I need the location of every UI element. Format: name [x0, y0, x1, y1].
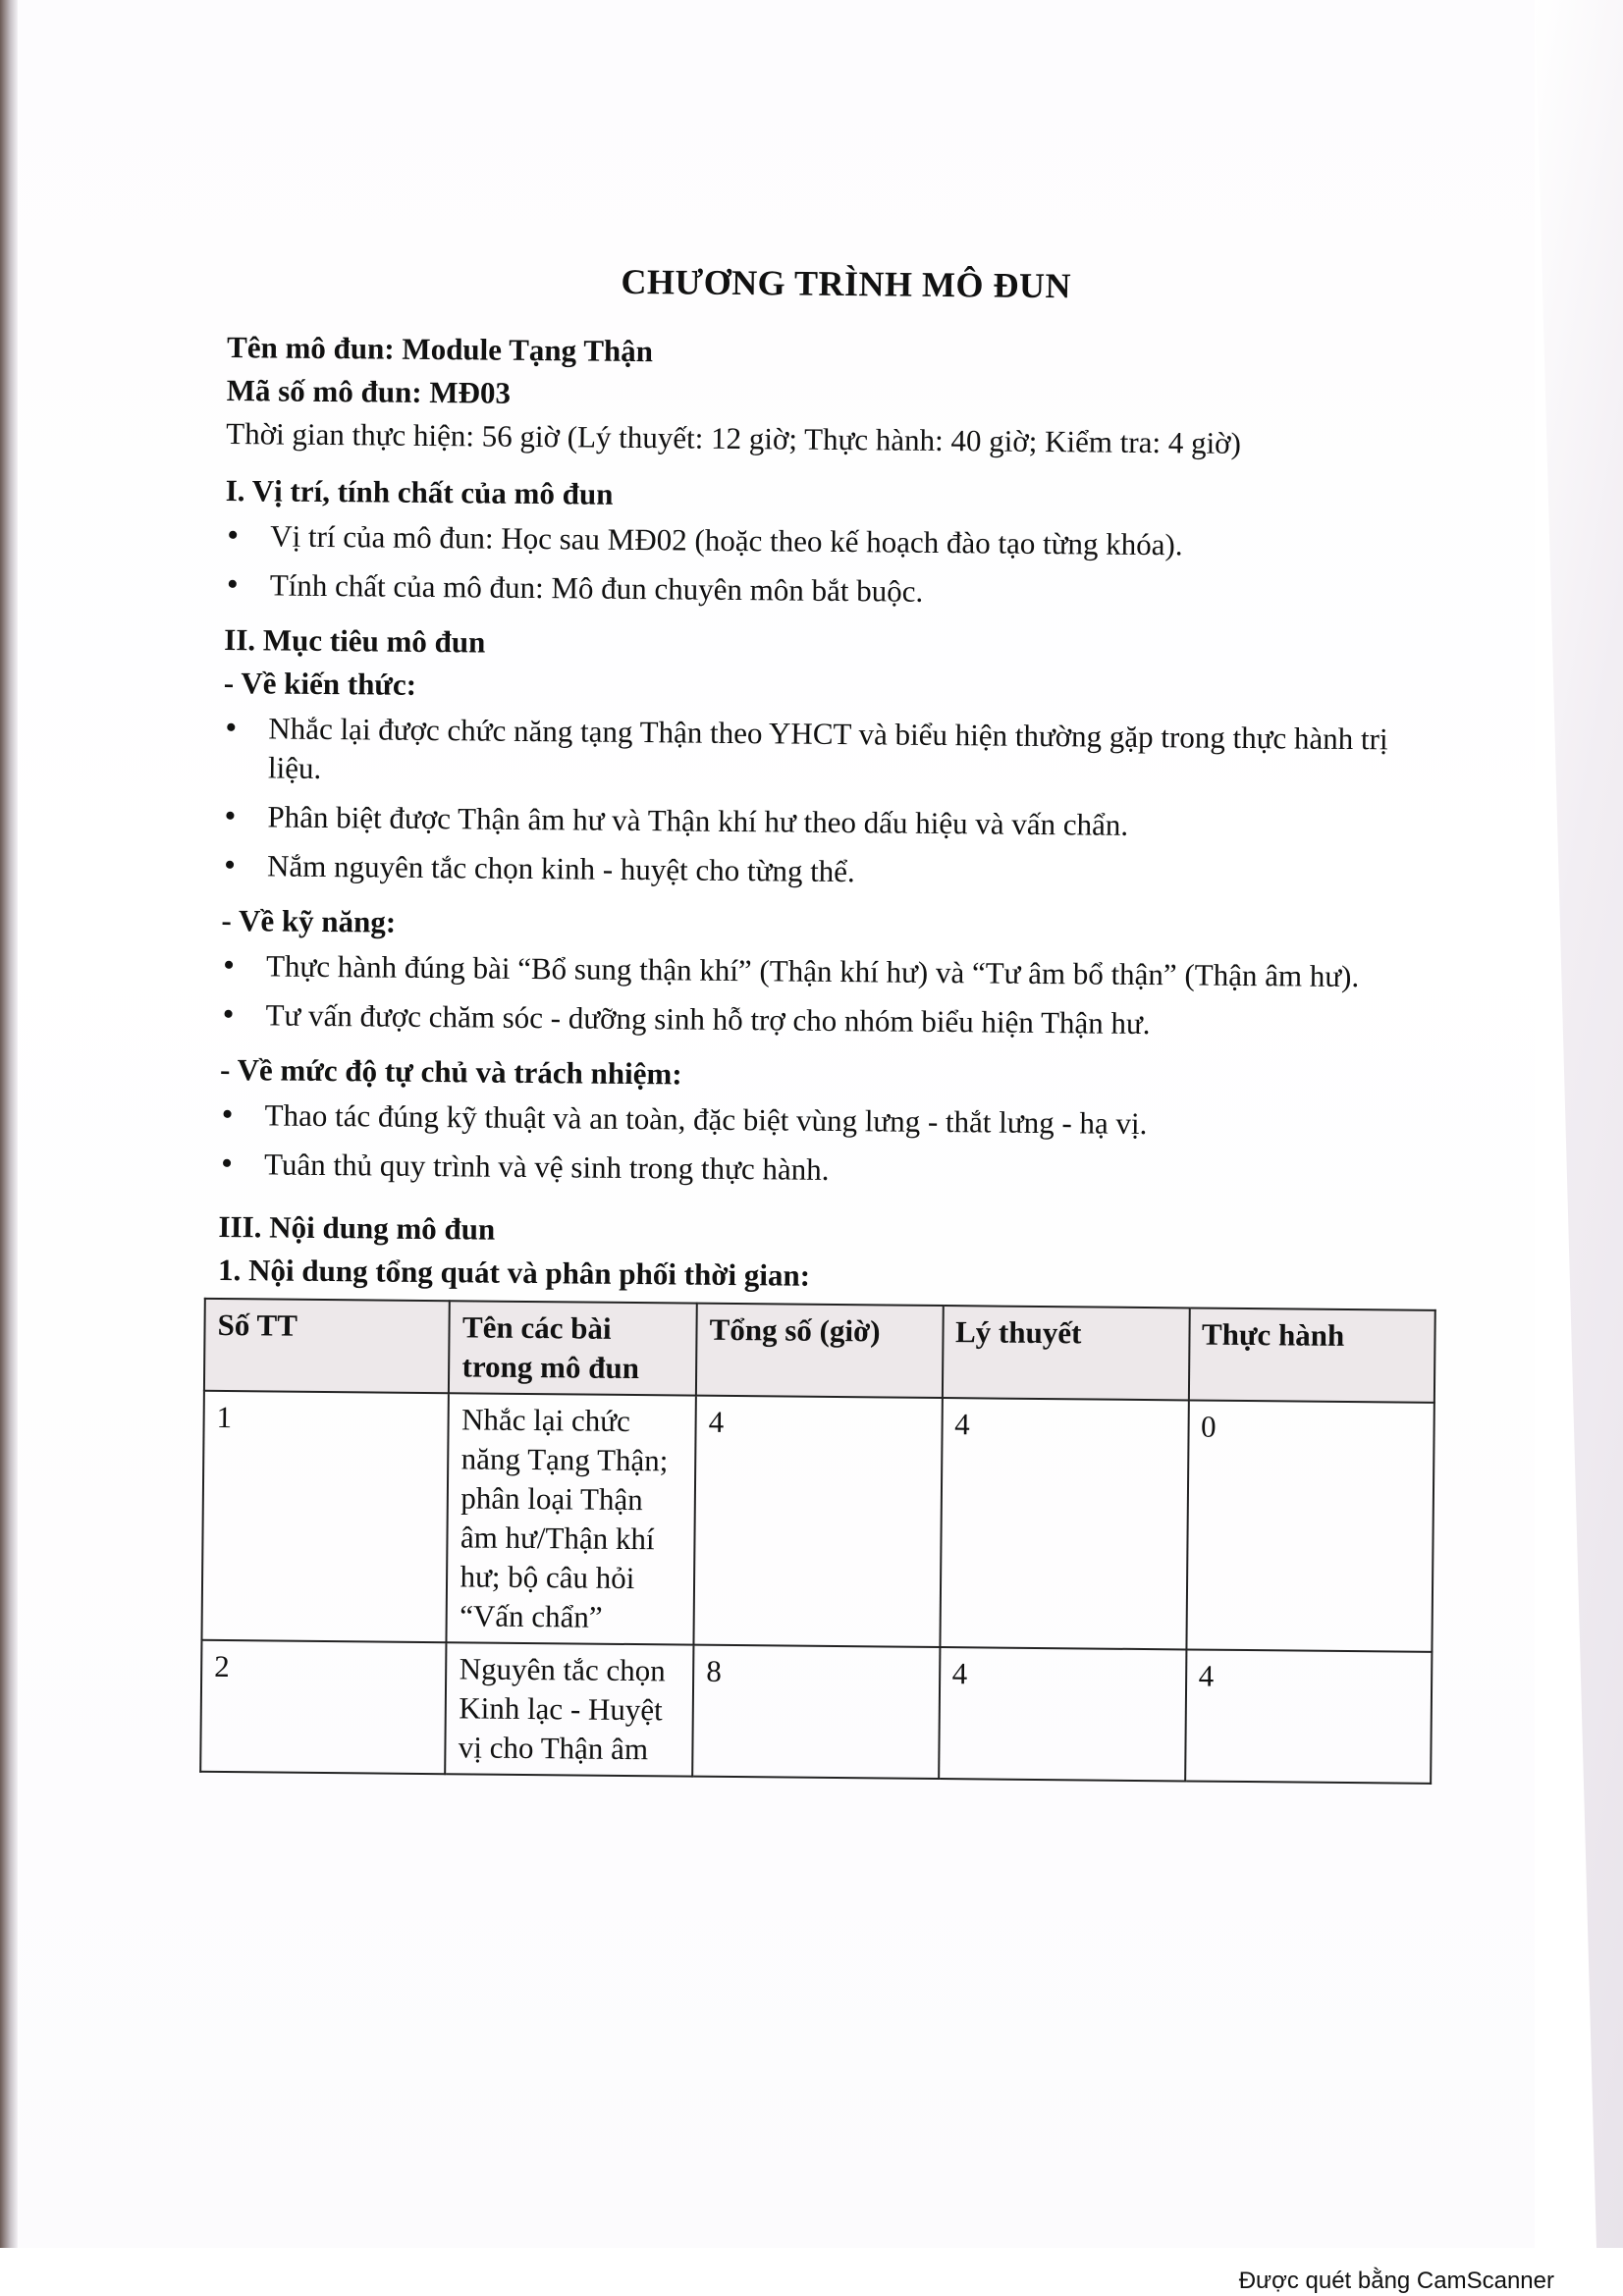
knowledge-list — [222, 709, 1441, 897]
cell-total-hours: 4 — [694, 1396, 943, 1647]
header-theory: Lý thuyết — [942, 1306, 1189, 1400]
document-content — [213, 257, 1445, 1785]
cell-theory: 4 — [939, 1647, 1186, 1781]
time-allocation-table — [199, 1298, 1436, 1785]
autonomy-list — [219, 1095, 1437, 1196]
list-item: • Nhắc lại được chức năng tạng Thận theo YHCT và biểu hiện thường gặp trong thực hành trị liệu. — [223, 709, 1441, 799]
section-3-subheading: 1. Nội dung tổng quát và phân phối thời gian: — [217, 1252, 811, 1293]
page-title: CHƯƠNG TRÌNH MÔ ĐUN — [621, 261, 1072, 306]
duration-line: Thời gian thực hiện: 56 giờ (Lý thuyết: 12 giờ; Thực hành: 40 giờ; Kiểm tra: 4 giờ) — [226, 415, 1242, 460]
cell-practice: 4 — [1185, 1649, 1433, 1783]
cell-total-hours: 8 — [692, 1645, 940, 1779]
list-item: • Phân biệt được Thận âm hư và Thận khí hư theo dấu hiệu và vấn chẩn. — [222, 797, 1439, 848]
skills-heading: - Về kỹ năng: — [221, 902, 397, 939]
list-item: • Tính chất của mô đun: Mô đun chuyên môn bắt buộc. — [225, 565, 1442, 616]
list-item: • Nắm nguyên tắc chọn kinh - huyệt cho từng thể. — [222, 846, 1439, 897]
header-no: Số TT — [204, 1299, 450, 1393]
module-name: Module Tạng Thận — [402, 331, 654, 369]
camscanner-watermark: Được quét bằng CamScanner — [1238, 2268, 1554, 2294]
cell-lesson-name: Nguyên tắc chọn Kinh lạc - Huyệt vị cho Thận âm — [446, 1642, 694, 1776]
list-item: • Thao tác đúng kỹ thuật và an toàn, đặc biệt vùng lưng - thắt lưng - hạ vị. — [219, 1095, 1436, 1147]
autonomy-heading: - Về mức độ tự chủ và trách nhiệm: — [219, 1051, 682, 1092]
cell-no: 1 — [201, 1391, 449, 1642]
list-item: • Tuân thủ quy trình và vệ sinh trong thực hành. — [219, 1145, 1436, 1196]
list-item: • Tư vấn được chăm sóc - dưỡng sinh hỗ trợ cho nhóm biểu hiện Thận hư. — [220, 995, 1437, 1046]
cell-no: 2 — [200, 1640, 447, 1774]
list-item: • Vị trí của mô đun: Học sau MĐ02 (hoặc theo kế hoạch đào tạo từng khóa). — [225, 516, 1442, 567]
module-name-label: Tên mô đun: — [226, 329, 403, 366]
module-code: MĐ03 — [429, 374, 512, 410]
table-row — [200, 1640, 1432, 1784]
section-1-list — [225, 516, 1443, 616]
cell-practice: 0 — [1186, 1400, 1434, 1651]
table-row — [201, 1391, 1434, 1652]
skills-list — [220, 946, 1438, 1046]
cell-lesson-name: Nhắc lại chức năng Tạng Thận; phân loại Thận âm hư/Thận khí hư; bộ câu hỏi “Vấn chẩn” — [447, 1393, 696, 1644]
header-total-hours: Tổng số (giờ) — [696, 1304, 943, 1398]
knowledge-heading: - Về kiến thức: — [223, 665, 417, 702]
table-header-row — [204, 1299, 1435, 1403]
section-1-heading: I. Vị trí, tính chất của mô đun — [225, 472, 614, 511]
scan-edge-right — [1535, 0, 1623, 2248]
cell-theory: 4 — [940, 1398, 1188, 1649]
module-code-label: Mã số mô đun: — [226, 372, 430, 409]
section-2-heading: II. Mục tiêu mô đun — [224, 621, 486, 660]
scan-edge-left — [0, 0, 18, 2248]
header-practice: Thực hành — [1188, 1308, 1434, 1402]
header-lesson-name: Tên các bài trong mô đun — [449, 1301, 697, 1395]
section-3-heading: III. Nội dung mô đun — [218, 1208, 496, 1247]
list-item: • Thực hành đúng bài “Bổ sung thận khí” (Thận khí hư) và “Tư âm bổ thận” (Thận âm hư). — [221, 946, 1438, 997]
